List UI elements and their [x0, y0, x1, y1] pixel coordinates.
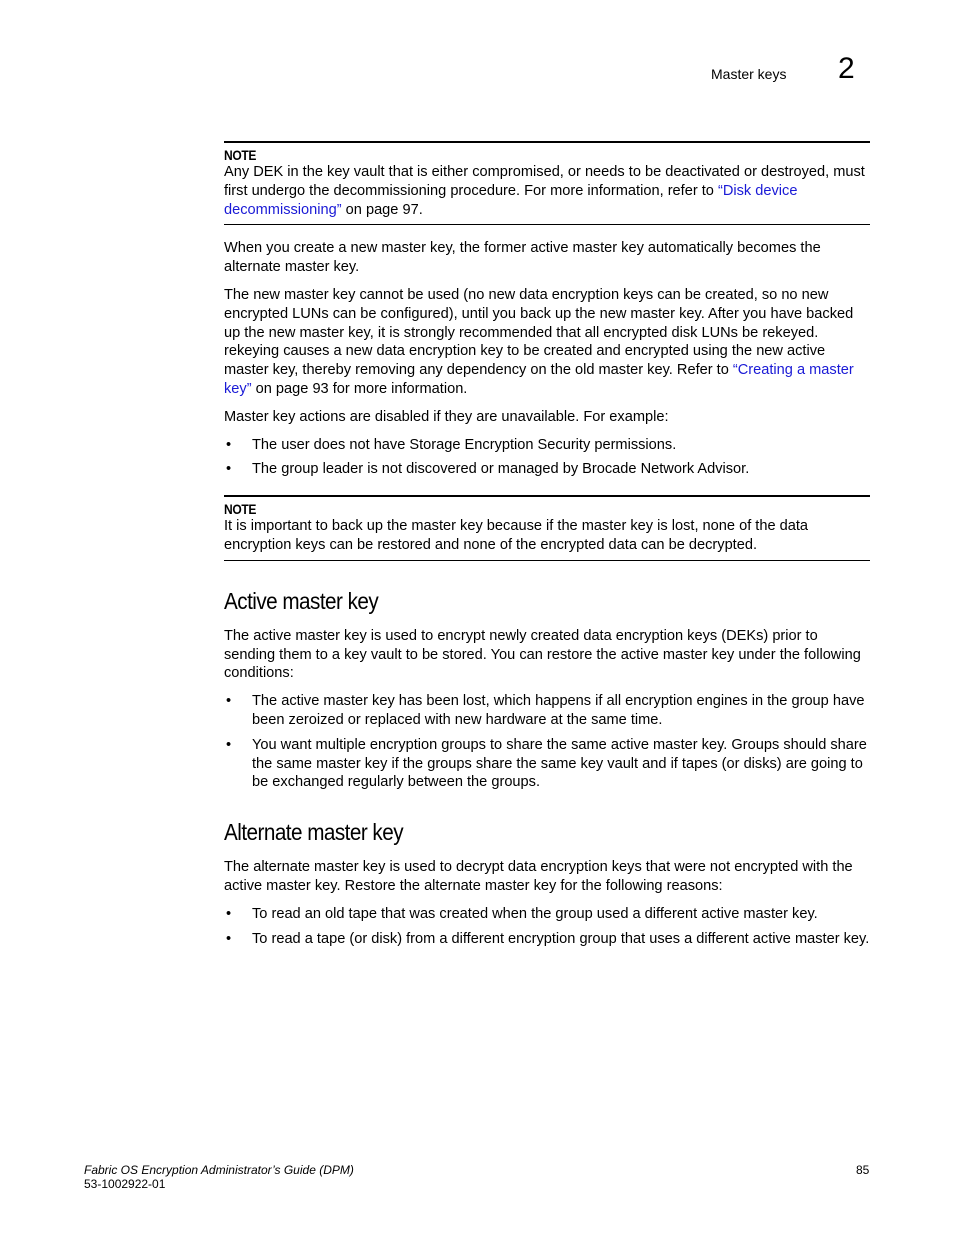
footer	[84, 1163, 354, 1191]
list-item: • The user does not have Storage Encryption Security permissions.	[224, 436, 870, 455]
paragraph-backup-rekey: The new master key cannot be used (no new data encryption keys can be created, so no new encrypted LUNs can be configured), until you back up the new master key. After you have backed up the new master key, it is strongly recommended that all encrypted disk LUNs be rekeyed. rekeying causes a new data encryption key to be created and encrypted using the new active master key, thereby removing any dependency on the old master key. Refer to “Creating a master key” on page 93 for more information.	[224, 286, 854, 397]
list-item: • To read an old tape that was created when the group used a different active master key.	[224, 905, 870, 924]
bullet-list-alternate-reasons	[224, 905, 870, 949]
footer-doc-title: Fabric OS Encryption Administrator’s Guide (DPM)	[84, 1163, 354, 1177]
note-box-backup	[224, 495, 870, 561]
paragraph-alternate-intro: The alternate master key is used to decrypt data encryption keys that were not encrypted with the active master key. Restore the alternate master key for the following reasons:	[224, 859, 853, 894]
paragraph-actions-disabled: Master key actions are disabled if they are unavailable. For example:	[224, 408, 669, 425]
page-content	[224, 141, 870, 957]
heading-alternate-master-key: Alternate master key	[224, 819, 404, 846]
chapter-number: 2	[838, 52, 855, 85]
bullet-list-active-conditions	[224, 692, 870, 792]
note-label: NOTE	[224, 501, 257, 518]
note-text: Any DEK in the key vault that is either compromised, or needs to be deactivated or destroyed, must first undergo the decommissioning procedure. For more information, refer to “Disk device decommissioning” on page 97.	[224, 164, 865, 218]
heading-active-master-key: Active master key	[224, 587, 379, 614]
bullet-list-disabled-reasons	[224, 436, 870, 480]
running-header-title: Master keys	[711, 66, 787, 82]
page-number: 85	[856, 1163, 870, 1177]
list-item: • You want multiple encryption groups to share the same active master key. Groups should share the same master key if the groups share the same key vault and if tapes (or disks) are going to be exchanged regularly between the groups.	[224, 736, 870, 792]
note-text: It is important to back up the master key because if the master key is lost, none of the data encryption keys can be restored and none of the encrypted data can be decrypted.	[224, 518, 809, 553]
paragraph-new-master-key: When you create a new master key, the former active master key automatically becomes the alternate master key.	[224, 240, 821, 276]
link-creating-a-master-key[interactable]: “Creating a master key”	[224, 362, 854, 397]
link-disk-device-decommissioning[interactable]: “Disk device decommissioning”	[224, 182, 798, 218]
footer-doc-number: 53-1002922-01	[84, 1177, 166, 1191]
note-label: NOTE	[224, 147, 257, 163]
list-item: • To read a tape (or disk) from a different encryption group that uses a different active master key.	[224, 930, 870, 949]
note-box-decommission	[224, 141, 870, 225]
paragraph-active-intro: The active master key is used to encrypt newly created data encryption keys (DEKs) prior to sending them to a key vault to be stored. You can restore the active master key under the following conditions:	[224, 627, 861, 682]
list-item: • The active master key has been lost, which happens if all encryption engines in the group have been zeroized or replaced with new hardware at the same time.	[224, 692, 870, 730]
list-item: • The group leader is not discovered or managed by Brocade Network Advisor.	[224, 460, 870, 479]
